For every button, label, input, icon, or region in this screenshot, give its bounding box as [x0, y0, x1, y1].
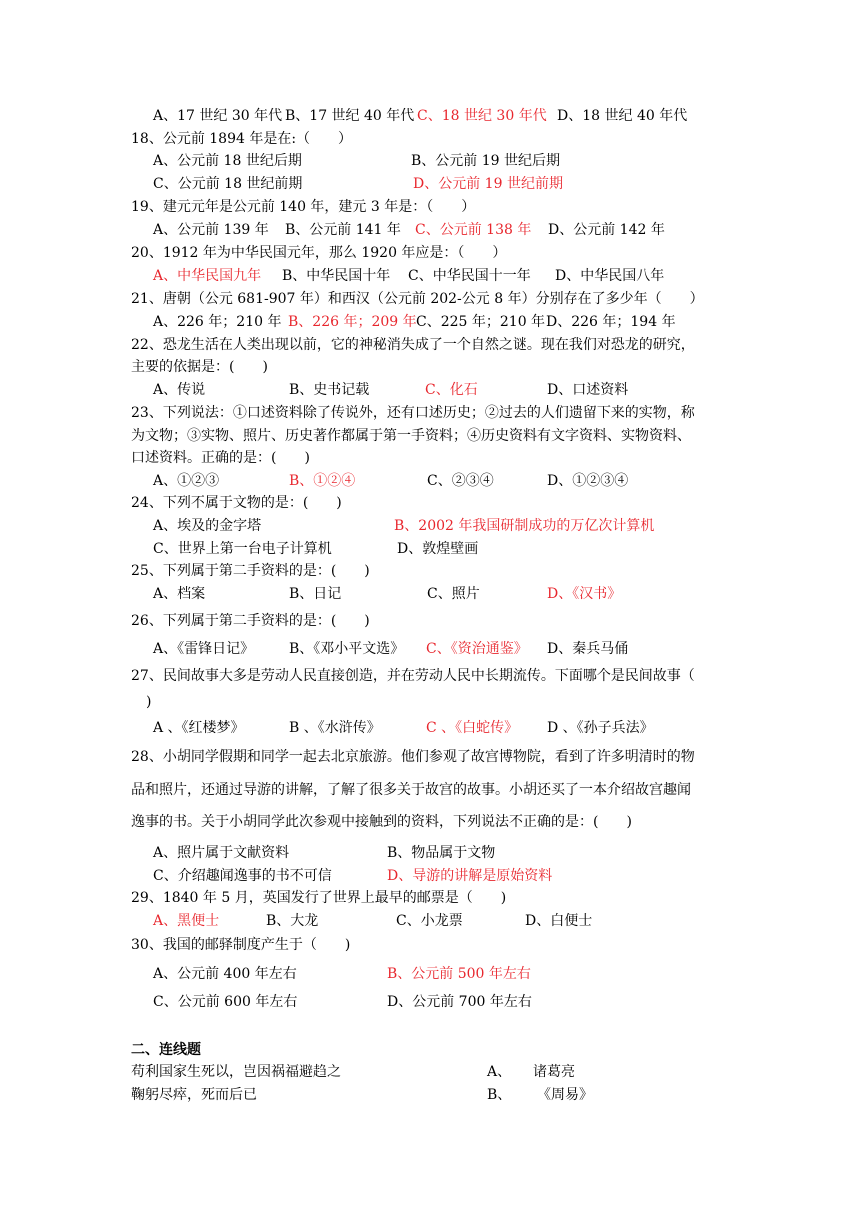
q29-option-a: A、黑便士	[153, 913, 220, 929]
q30-option-b: B、公元前 500 年左右	[387, 966, 531, 982]
match-left-2: 鞠躬尽瘁，死而后已	[131, 1087, 257, 1103]
q19-option-d: D、公元前 142 年	[548, 222, 665, 238]
q28-option-d: D、导游的讲解是原始资料	[387, 868, 553, 884]
q19-option-b: B、公元前 141 年	[285, 222, 401, 238]
q20-option-b: B、中华民国十年	[282, 268, 391, 284]
q28-option-c: C、介绍趣闻逸事的书不可信	[153, 868, 332, 884]
match-letter-2: B、	[487, 1087, 512, 1103]
q18-stem: 18、公元前 1894 年是在:（ ）	[131, 131, 353, 147]
q19-option-a: A、公元前 139 年	[153, 222, 269, 238]
q18-option-c: C、公元前 18 世纪前期	[153, 176, 303, 192]
q22-option-d: D、口述资料	[547, 382, 629, 398]
q24-option-b: B、2002 年我国研制成功的万亿次计算机	[394, 518, 655, 534]
q25-stem: 25、下列属于第二手资料的是：( )	[131, 563, 370, 579]
q23-stem-line3: 口述资料。正确的是：( )	[131, 450, 310, 466]
q22-stem-line1: 22、恐龙生活在人类出现以前，它的神秘消失成了一个自然之谜。现在我们对恐龙的研究，	[131, 337, 695, 353]
q26-option-b: B、《邓小平文选》	[289, 641, 405, 657]
q19-stem: 19、建元元年是公元前 140 年，建元 3 年是：（ ）	[131, 199, 476, 215]
q28-option-b: B、物品属于文物	[387, 845, 496, 861]
q28-stem-line1: 28、小胡同学假期和同学一起去北京旅游。他们参观了故宫博物院，看到了许多明清时的物	[131, 749, 695, 765]
q29-option-c: C、小龙票	[396, 913, 463, 929]
q26-option-c: C、《资治通鉴》	[426, 641, 528, 657]
section2-heading: 二、连线题	[131, 1042, 201, 1058]
q20-option-c: C、中华民国十一年	[408, 268, 531, 284]
q23-option-a: A、①②③	[153, 473, 220, 489]
q23-stem-line1: 23、下列说法：①口述资料除了传说外，还有口述历史；②过去的人们遗留下来的实物，称	[131, 405, 695, 421]
q25-option-c: C、照片	[427, 586, 480, 602]
q17-option-c: C、18 世纪 30 年代	[417, 108, 547, 124]
q18-option-a: A、公元前 18 世纪后期	[153, 153, 302, 169]
q17-option-b: B、17 世纪 40 年代	[285, 108, 415, 124]
q27-option-a: A 、《红楼梦》	[153, 720, 245, 736]
q27-stem-line2: )	[146, 694, 152, 710]
match-right-2: 《周易》	[537, 1087, 593, 1103]
q24-option-a: A、埃及的金字塔	[153, 518, 262, 534]
q26-option-d: D、秦兵马俑	[547, 641, 629, 657]
q21-option-d: D、226 年；194 年	[546, 314, 676, 330]
q20-option-a: A、中华民国九年	[153, 268, 262, 284]
q18-option-d: D、公元前 19 世纪前期	[413, 176, 563, 192]
q28-stem-line3: 逸事的书。关于小胡同学此次参观中接触到的资料，下列说法不正确的是：( )	[131, 814, 632, 830]
q17-option-a: A、17 世纪 30 年代	[153, 108, 283, 124]
q21-option-b: B、226 年；209 年	[288, 314, 417, 330]
q29-option-b: B、大龙	[266, 913, 319, 929]
q20-stem: 20、1912 年为中华民国元年，那么 1920 年应是：（ ）	[131, 245, 507, 261]
q22-stem-line2: 主要的依据是：( )	[131, 359, 268, 375]
q23-option-d: D、①②③④	[547, 473, 629, 489]
q23-option-c: C、②③④	[427, 473, 494, 489]
q27-stem-line1: 27、民间故事大多是劳动人民直接创造，并在劳动人民中长期流传。下面哪个是民间故事（	[131, 668, 695, 684]
q29-option-d: D、白便士	[525, 913, 593, 929]
q27-option-b: B 、《水浒传》	[289, 720, 381, 736]
match-right-1: 诸葛亮	[533, 1064, 575, 1080]
q28-option-a: A、照片属于文献资料	[153, 845, 290, 861]
q26-stem: 26、下列属于第二手资料的是：( )	[131, 613, 370, 629]
match-letter-1: A、	[487, 1064, 512, 1080]
q27-option-d: D 、《孙子兵法》	[547, 720, 654, 736]
q24-option-c: C、世界上第一台电子计算机	[153, 541, 332, 557]
q26-option-a: A、《雷锋日记》	[153, 641, 255, 657]
q28-stem-line2: 品和照片，还通过导游的讲解，了解了很多关于故宫的故事。小胡还买了一本介绍故宫趣闻	[131, 782, 691, 798]
q22-option-a: A、传说	[153, 382, 206, 398]
q21-option-a: A、226 年；210 年	[153, 314, 282, 330]
q17-option-d: D、18 世纪 40 年代	[557, 108, 688, 124]
q30-stem: 30、我国的邮驿制度产生于（ )	[131, 937, 351, 953]
q18-option-b: B、公元前 19 世纪后期	[411, 153, 561, 169]
q21-stem: 21、唐朝（公元 681-907 年）和西汉（公元前 202-公元 8 年）分别存在了多少年（ ）	[131, 291, 704, 307]
q27-option-c: C 、《白蛇传》	[426, 720, 519, 736]
q21-option-c: C、225 年；210 年	[416, 314, 546, 330]
q22-option-b: B、史书记载	[289, 382, 370, 398]
q29-stem: 29、1840 年 5 月，英国发行了世界上最早的邮票是（ )	[131, 890, 507, 906]
q24-option-d: D、敦煌壁画	[397, 541, 479, 557]
q23-stem-line2: 为文物；③实物、照片、历史著作都属于第一手资料；④历史资料有文字资料、实物资料、	[131, 428, 691, 444]
match-left-1: 苟利国家生死以，岂因祸福避趋之	[131, 1064, 341, 1080]
q30-option-a: A、公元前 400 年左右	[153, 966, 297, 982]
q19-option-c: C、公元前 138 年	[415, 222, 532, 238]
q23-option-b: B、①②④	[289, 473, 356, 489]
q25-option-a: A、档案	[153, 586, 206, 602]
q30-option-c: C、公元前 600 年左右	[153, 994, 298, 1010]
q30-option-d: D、公元前 700 年左右	[387, 994, 532, 1010]
q25-option-b: B、日记	[289, 586, 342, 602]
q20-option-d: D、中华民国八年	[555, 268, 665, 284]
q22-option-c: C、化石	[425, 382, 478, 398]
q25-option-d: D、《汉书》	[547, 586, 622, 602]
q24-stem: 24、下列不属于文物的是：( )	[131, 495, 342, 511]
